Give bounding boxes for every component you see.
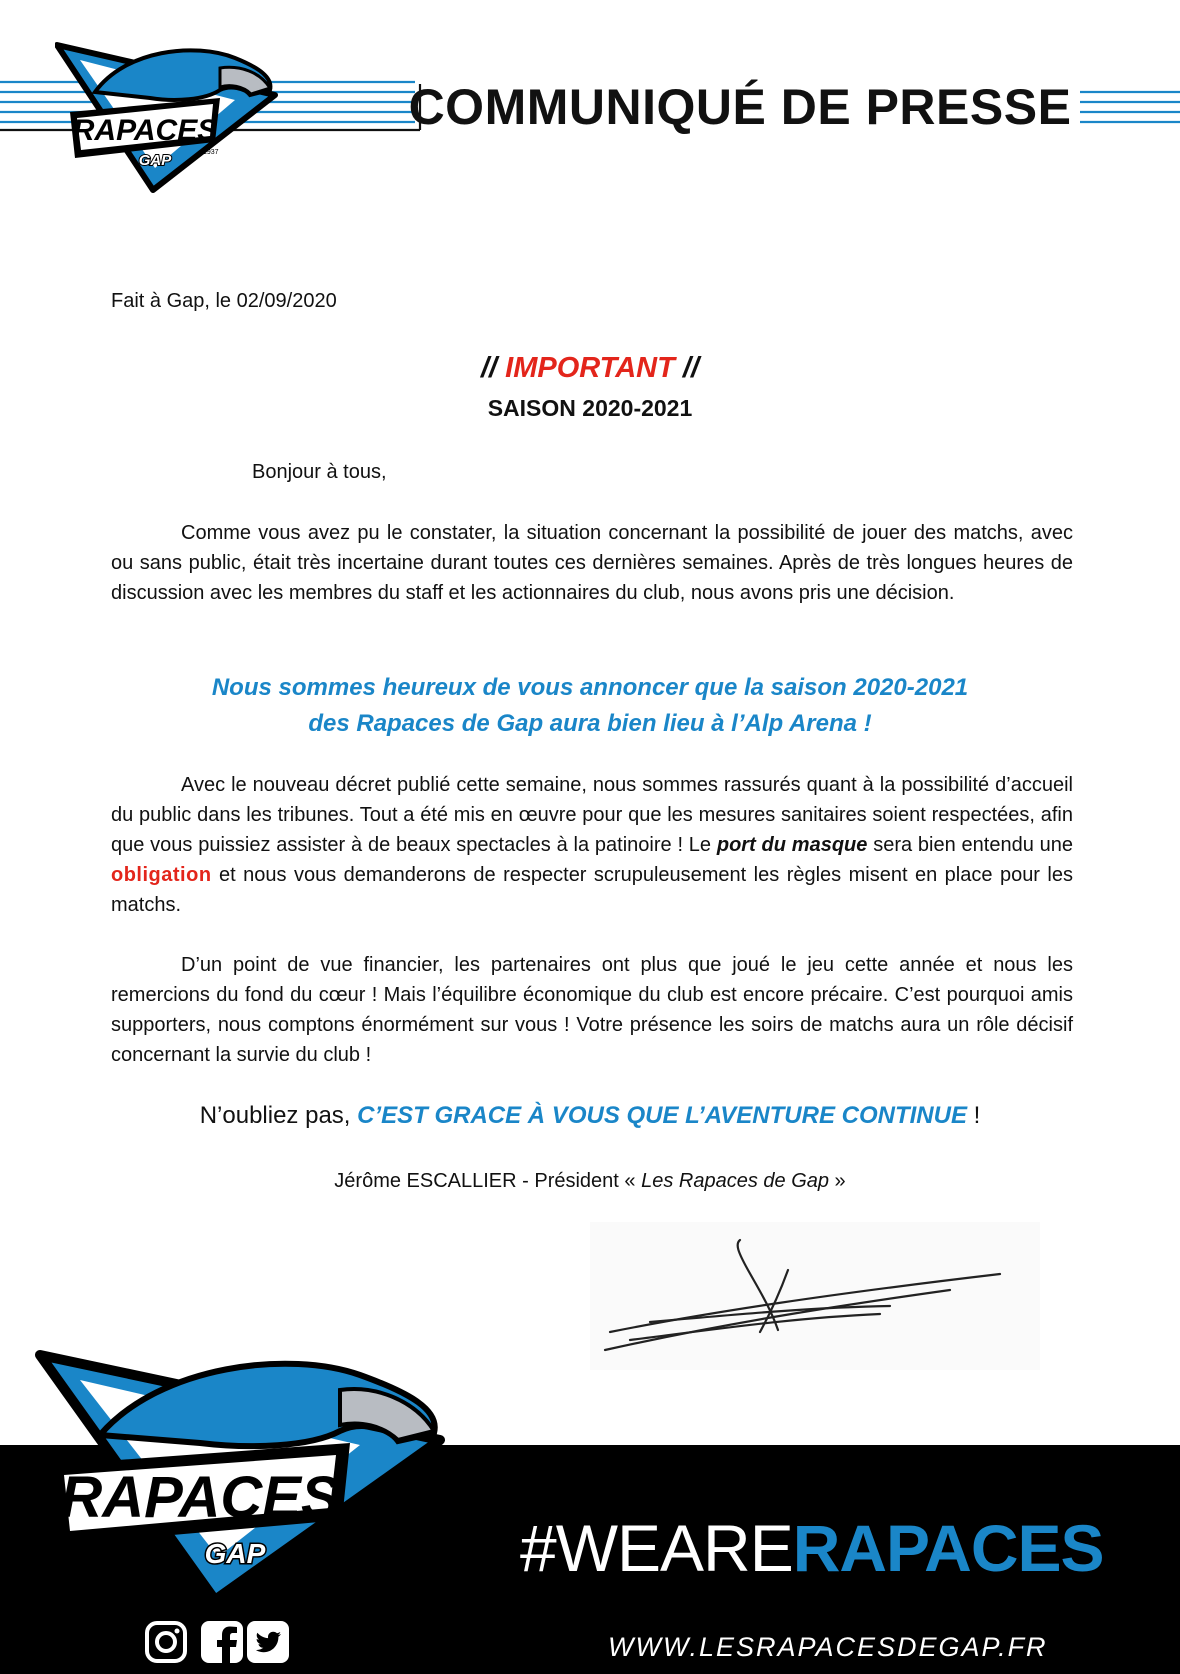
obligation-emphasis: obligation	[111, 864, 212, 886]
important-suffix: //	[674, 352, 700, 384]
paragraph-3	[111, 950, 1073, 1070]
greeting: Bonjour à tous,	[252, 461, 387, 483]
instagram-icon[interactable]	[144, 1620, 188, 1664]
important-prefix: //	[480, 352, 506, 384]
announcement-line-2: des Rapaces de Gap aura bien lieu à l’Alp Arena !	[308, 710, 872, 737]
logo-sub-text: GAP	[138, 152, 172, 169]
twitter-icon[interactable]	[246, 1620, 290, 1664]
paragraph-2-part-3: et nous vous demanderons de respecter scrupuleusement les règles misent en place pour les matchs.	[111, 864, 1073, 916]
important-word: IMPORTANT	[505, 352, 675, 384]
closing-suffix: !	[966, 1102, 981, 1129]
paragraph-3-text: D’un point de vue financier, les partenaires ont plus que joué le jeu cette année et nous les remercions du fond du cœur ! Mais l’équilibre économique du club est encore précaire. C’est pourquoi amis supporters, nous comptons énormément sur vous ! Votre présence les soirs de matchs aura un rôle décisif concernant la survie du club !	[111, 954, 1073, 1066]
paragraph-2-text	[111, 770, 1073, 920]
hashtag-highlight: RAPACES	[792, 1511, 1104, 1585]
footer-logo-main-text: RAPACES	[60, 1465, 340, 1530]
hashtag	[520, 1510, 1104, 1586]
page-title: COMMUNIQUÉ DE PRESSE	[408, 79, 1072, 135]
logo-year-text: 1937	[203, 149, 219, 156]
eagle-logo-icon	[55, 40, 280, 195]
closing-line	[0, 1102, 1180, 1130]
signatory-club: Les Rapaces de Gap	[641, 1170, 829, 1192]
important-heading	[0, 352, 1180, 385]
closing-prefix: N’oubliez pas,	[199, 1102, 358, 1129]
footer-logo-sub-text: GAP	[204, 1538, 266, 1569]
eagle-logo-icon	[30, 1345, 450, 1605]
signatory	[0, 1170, 1180, 1193]
website-link[interactable]: WWW.LESRAPACESDEGAP.FR	[608, 1632, 1048, 1662]
announcement-line-1: Nous sommes heureux de vous annoncer que la saison 2020-2021	[211, 674, 969, 701]
signatory-name: Jérôme ESCALLIER - Président «	[334, 1170, 642, 1192]
paragraph-2-part-1: Avec le nouveau décret publié cette semaine, nous sommes rassurés quant à la possibilité d’accueil du public dans les tribunes. Tout a été mis en œuvre pour que les mesures sanitaires soient respectées, afin que vous puissiez assister à de beaux spectacles à la patinoire ! Le	[111, 774, 1073, 856]
date-line: Fait à Gap, le 02/09/2020	[111, 290, 337, 312]
closing-slogan: C’EST GRACE À VOUS QUE L’AVENTURE CONTINUE	[357, 1102, 967, 1129]
signatory-end: »	[829, 1170, 846, 1192]
announcement	[0, 670, 1180, 742]
handwritten-signature	[590, 1222, 1040, 1370]
season-heading: SAISON 2020-2021	[487, 395, 693, 421]
footer-logo-year-text: 1937	[310, 1532, 337, 1546]
logo-main-text: RAPACES	[72, 114, 218, 147]
paragraph-1-text: Comme vous avez pu le constater, la situation concernant la possibilité de jouer des matchs, avec ou sans public, était très incertaine durant toutes ces dernières semaines. Après de très longues heures de discussion avec les membres du staff et les actionnaires du club, nous avons pris une décision.	[111, 522, 1073, 604]
mask-emphasis: port du masque	[716, 834, 868, 856]
facebook-icon[interactable]	[200, 1620, 244, 1664]
hashtag-prefix: #WEARE	[520, 1511, 793, 1585]
paragraph-1	[111, 518, 1073, 608]
paragraph-2-part-2: sera bien entendu une	[867, 834, 1074, 856]
paragraph-2	[111, 770, 1073, 920]
